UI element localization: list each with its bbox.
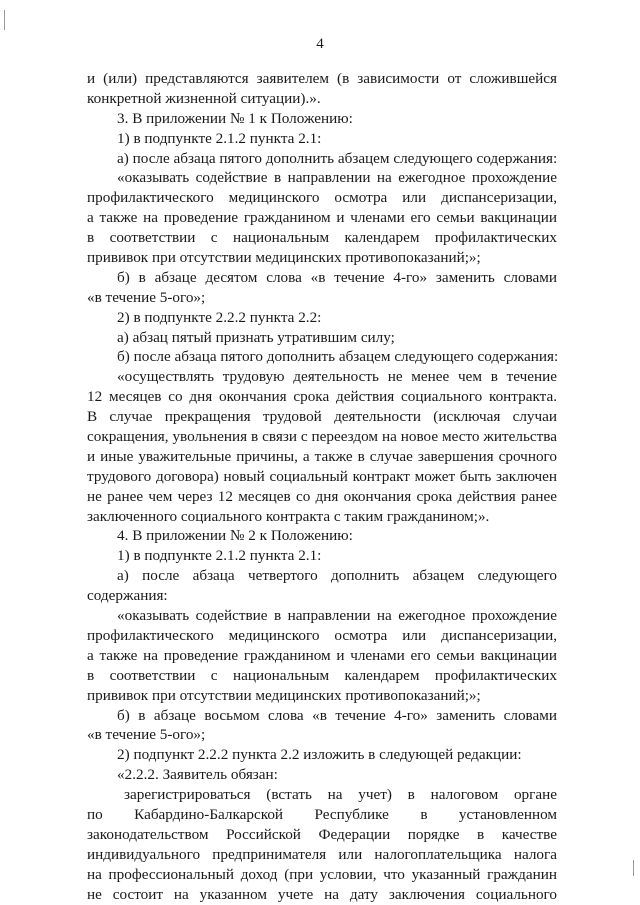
text-line: по Кабардино-Балкарской Республике в установленном bbox=[87, 805, 557, 823]
text-line: а) абзац пятый признать утратившим силу; bbox=[117, 328, 395, 346]
text-line: профилактического медицинского осмотра или диспансеризации, bbox=[87, 626, 557, 644]
text-line: содержания: bbox=[87, 587, 168, 605]
text-line: 2) в подпункте 2.2.2 пункта 2.2: bbox=[117, 308, 322, 326]
text-line: 1) в подпункте 2.1.2 пункта 2.1: bbox=[117, 129, 322, 147]
text-line: б) в абзаце десятом слова «в течение 4-го» заменить словами bbox=[117, 268, 557, 286]
text-line: а также на проведение гражданином и членами его семьи вакцинации bbox=[87, 646, 557, 664]
text-line: сокращения, увольнения в связи с переездом на новое место жительства bbox=[87, 428, 557, 446]
text-line: индивидуального предпринимателя или налогоплательщика налога bbox=[87, 845, 557, 863]
text-line: б) в абзаце восьмом слова «в течение 4-го» заменить словами bbox=[117, 706, 557, 724]
text-line: «в течение 5-ого»; bbox=[87, 726, 206, 744]
text-line: 1) в подпункте 2.1.2 пункта 2.1: bbox=[117, 547, 322, 565]
page-number: 4 bbox=[316, 36, 324, 52]
text-line: «осуществлять трудовую деятельность не менее чем в течение bbox=[117, 368, 557, 386]
scan-edge-mark bbox=[633, 860, 634, 876]
document-body bbox=[87, 69, 557, 904]
text-line: зарегистрироваться (встать на учет) в налоговом органе bbox=[124, 786, 557, 804]
text-line: прививок при отсутствии медицинских противопоказаний;»; bbox=[87, 249, 481, 267]
text-line: в соответствии с национальным календарем профилактических bbox=[87, 229, 557, 247]
text-line: заключенного социального контракта с таким гражданином;». bbox=[87, 507, 490, 525]
text-line: конкретной жизненной ситуации).». bbox=[87, 89, 321, 107]
text-line: а) после абзаца четвертого дополнить абзацем следующего bbox=[117, 567, 557, 585]
text-line: 3. В приложении № 1 к Положению: bbox=[117, 109, 353, 127]
text-line: «оказывать содействие в направлении на ежегодное прохождение bbox=[117, 169, 557, 187]
text-line: «в течение 5-ого»; bbox=[87, 288, 206, 306]
text-line: 12 месяцев со дня окончания срока действия социального контракта. bbox=[87, 388, 557, 406]
text-line: не состоит на указанном учете на дату заключения социального bbox=[87, 885, 557, 903]
text-line: в соответствии с национальным календарем профилактических bbox=[87, 666, 557, 684]
text-line: и иные уважительные причины, а также в случае завершения срочного bbox=[87, 447, 557, 465]
text-line: на профессиональный доход (при условии, что указанный гражданин bbox=[87, 865, 557, 883]
text-line: 2) подпункт 2.2.2 пункта 2.2 изложить в следующей редакции: bbox=[117, 746, 522, 764]
text-line: и (или) представляются заявителем (в зависимости от сложившейся bbox=[87, 70, 557, 87]
text-line: а) после абзаца пятого дополнить абзацем следующего содержания: bbox=[117, 149, 558, 167]
text-line: не ранее чем через 12 месяцев со дня окончания срока действия ранее bbox=[87, 487, 557, 505]
text-line: трудового договора) новый социальный контракт может быть заключен bbox=[87, 467, 557, 485]
text-line: прививок при отсутствии медицинских противопоказаний;»; bbox=[87, 686, 481, 704]
text-line: 4. В приложении № 2 к Положению: bbox=[117, 527, 353, 545]
text-line: законодательством Российской Федерации порядке в качестве bbox=[87, 825, 557, 843]
scan-edge-mark bbox=[4, 10, 5, 30]
text-line: профилактического медицинского осмотра или диспансеризации, bbox=[87, 189, 557, 207]
text-line: б) после абзаца пятого дополнить абзацем следующего содержания: bbox=[117, 348, 559, 366]
text-line: «2.2.2. Заявитель обязан: bbox=[117, 766, 278, 784]
text-line: В случае прекращения трудовой деятельности (исключая случаи bbox=[87, 408, 557, 426]
text-line: а также на проведение гражданином и членами его семьи вакцинации bbox=[87, 209, 557, 227]
text-line: «оказывать содействие в направлении на ежегодное прохождение bbox=[117, 607, 557, 625]
